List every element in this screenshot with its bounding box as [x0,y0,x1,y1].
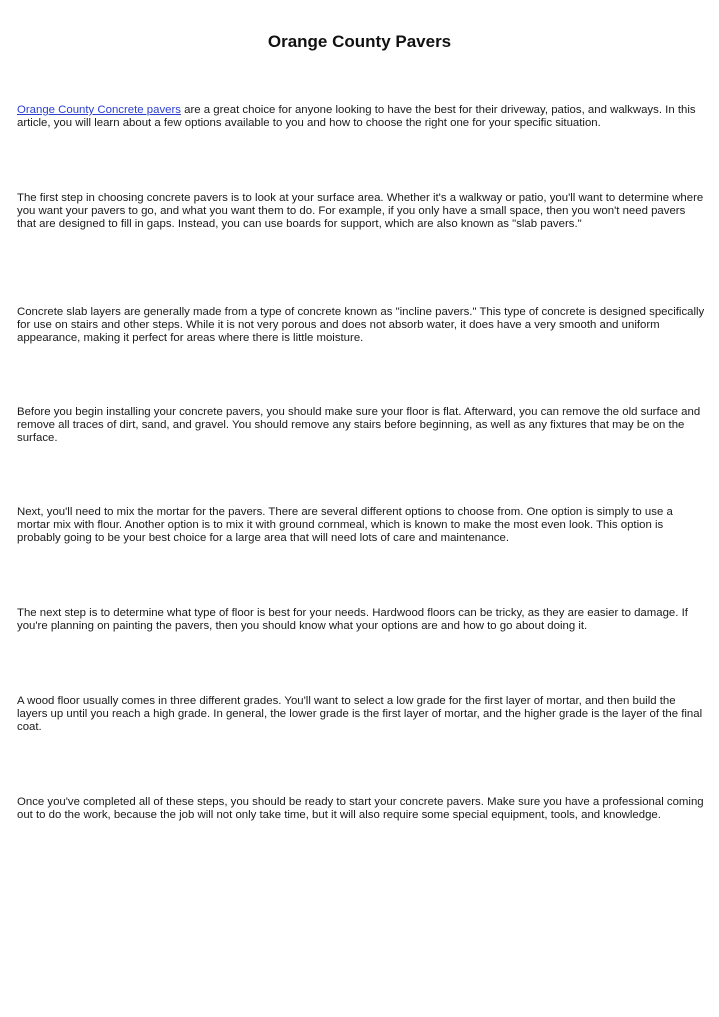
intro-paragraph [17,104,707,130]
paragraph-slab-layers: Concrete slab layers are generally made from a type of concrete known as "incline pavers." This type of concrete is designed specifically for use on stairs and other steps. While it is not very porous and does not absorb water, it does have a very smooth and uniform appearance, making it perfect for areas where there is little moisture. [17,306,705,345]
paragraph-mortar-mix: Next, you'll need to mix the mortar for the pavers. There are several different options to choose from. One option is simply to use a mortar mix with flour. Another option is to mix it with ground cornmeal, which is known to make the most even look. This option is probably going to be your best choice for a large area that will need lots of care and maintenance. [17,506,673,545]
paragraph-wood-grades: A wood floor usually comes in three different grades. You'll want to select a low grade for the first layer of mortar, and then build the layers up until you reach a high grade. In general, the lower grade is the first layer of mortar, and the higher grade is the layer of the final coat. [17,695,703,734]
intro-text: are a great choice for anyone looking to have the best for their driveway, patios, and walkways. In this article, you will learn about a few options available to you and how to choose the right one for your specific situation. [17,104,696,130]
paragraph-floor-type: The next step is to determine what type of floor is best for your needs. Hardwood floors can be tricky, as they are easier to damage. If you're planning on painting the pavers, then you should know what your options are and how to go about doing it. [17,607,688,633]
paragraph-floor-flat: Before you begin installing your concrete pavers, you should make sure your floor is flat. Afterward, you can remove the old surface and remove all traces of dirt, sand, and gravel. You should remove any stairs before beginning, as well as any fixtures that may be on the surface. [17,406,701,445]
paragraph-surface-area: The first step in choosing concrete pavers is to look at your surface area. Whether it's a walkway or patio, you'll want to determine where you want your pavers to go, and what you want them to do. For example, if you only have a small space, then you won't need pavers that are designed to fill in gaps. Instead, you can use boards for support, which are also known as "slab pavers." [17,192,704,231]
paragraph-conclusion: Once you've completed all of these steps, you should be ready to start your concrete pavers. Make sure you have a professional coming out to do the work, because the job will not only take time, but it will also require some special equipment, tools, and knowledge. [17,796,704,822]
concrete-pavers-link[interactable]: Orange County Concrete pavers [17,104,181,116]
page-title: Orange County Pavers [267,32,452,51]
